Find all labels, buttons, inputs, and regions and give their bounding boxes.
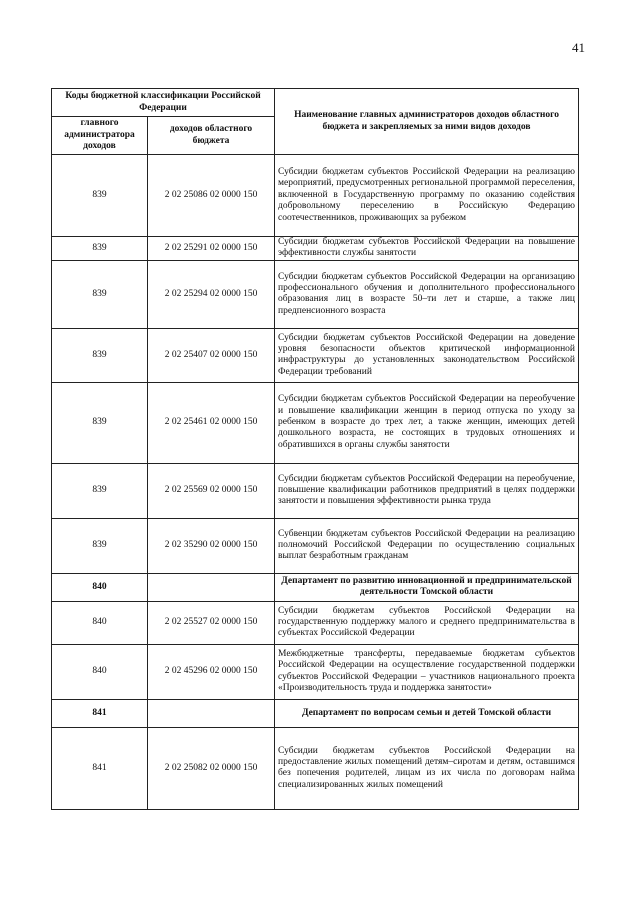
table-row <box>52 155 579 237</box>
revenue-name: Субвенции бюджетам субъектов Российской Федерации на реализацию полномочий Российской Федерации по осуществлению социальных выплат безработным гражданам <box>275 518 579 573</box>
revenue-code: 2 02 35290 02 0000 150 <box>148 518 275 573</box>
revenue-name: Межбюджетные трансферты, передаваемые бюджетам субъектов Российской Федерации на осуществление государственной поддержки субъектов Российской Федерации – участников национального проекта «Производительность труда и поддержка занятости» <box>275 644 579 699</box>
revenue-code-empty <box>148 573 275 601</box>
revenue-name: Субсидии бюджетам субъектов Российской Федерации на государственную поддержку малого и среднего предпринимательства в субъектах Российской Федерации <box>275 601 579 644</box>
page-number: 41 <box>572 40 585 55</box>
revenue-code: 2 02 25407 02 0000 150 <box>148 328 275 382</box>
department-row <box>52 573 579 601</box>
table-row <box>52 382 579 463</box>
department-name: Департамент по развитию инновационной и предпринимательской деятельности Томской области <box>275 573 579 601</box>
revenue-code: 2 02 25086 02 0000 150 <box>148 155 275 237</box>
revenue-name: Субсидии бюджетам субъектов Российской Федерации на предоставление жилых помещений детям–сиротам и детям, оставшимся без попечения родителей, лицам из их числа по договорам найма специализированных жилых помещений <box>275 727 579 809</box>
header-name: Наименование главных администраторов доходов областного бюджета и закрепляемых за ними видов доходов <box>275 89 579 155</box>
department-name: Департамент по вопросам семьи и детей Томской области <box>275 699 579 727</box>
revenue-code: 2 02 25082 02 0000 150 <box>148 727 275 809</box>
table-row <box>52 601 579 644</box>
admin-code: 839 <box>52 260 148 328</box>
revenue-name: Субсидии бюджетам субъектов Российской Федерации на переобучение и повышение квалификации женщин в период отпуска по уходу за ребенком в возрасте до трех лет, а также женщин, имеющих детей дошкольного возраста, не состоящих в трудовых отношениях и обратившихся в органы службы занятости <box>275 382 579 463</box>
table-row <box>52 518 579 573</box>
admin-code: 839 <box>52 518 148 573</box>
admin-code: 840 <box>52 573 148 601</box>
revenue-name: Субсидии бюджетам субъектов Российской Федерации на организацию профессионального обучения и дополнительного профессионального образования лиц в возрасте 50–ти лет и старше, а также лиц предпенсионного возраста <box>275 260 579 328</box>
table-row <box>52 463 579 518</box>
revenue-code: 2 02 25527 02 0000 150 <box>148 601 275 644</box>
header-admin: главного администратора доходов <box>52 117 148 155</box>
admin-code: 841 <box>52 727 148 809</box>
revenue-name: Субсидии бюджетам субъектов Российской Федерации на реализацию мероприятий, предусмотренных региональной программой переселения, включенной в Государственную программу по оказанию содействия добровольному переселению в Российскую Федерацию соотечественников, проживающих за рубежом <box>275 155 579 237</box>
table-row <box>52 260 579 328</box>
admin-code: 840 <box>52 601 148 644</box>
revenue-code: 2 02 25461 02 0000 150 <box>148 382 275 463</box>
admin-code: 839 <box>52 237 148 261</box>
admin-code: 839 <box>52 328 148 382</box>
revenue-code: 2 02 45296 02 0000 150 <box>148 644 275 699</box>
header-codes: Коды бюджетной классификации Российской Федерации <box>52 89 275 117</box>
revenue-code: 2 02 25569 02 0000 150 <box>148 463 275 518</box>
budget-classification-table <box>51 88 579 810</box>
table-row <box>52 644 579 699</box>
admin-code: 839 <box>52 382 148 463</box>
admin-code: 839 <box>52 155 148 237</box>
admin-code: 839 <box>52 463 148 518</box>
revenue-code: 2 02 25294 02 0000 150 <box>148 260 275 328</box>
table-row <box>52 237 579 261</box>
department-row <box>52 699 579 727</box>
table-row <box>52 328 579 382</box>
revenue-name: Субсидии бюджетам субъектов Российской Федерации на переобучение, повышение квалификации работников предприятий в целях поддержки занятости и повышения эффективности рынка труда <box>275 463 579 518</box>
revenue-code-empty <box>148 699 275 727</box>
revenue-code: 2 02 25291 02 0000 150 <box>148 237 275 261</box>
table-row <box>52 727 579 809</box>
header-revenue: доходов областного бюджета <box>148 117 275 155</box>
revenue-name: Субсидии бюджетам субъектов Российской Федерации на повышение эффективности службы занятости <box>275 237 579 261</box>
admin-code: 840 <box>52 644 148 699</box>
admin-code: 841 <box>52 699 148 727</box>
revenue-name: Субсидии бюджетам субъектов Российской Федерации на доведение уровня безопасности объектов критической информационной инфраструктуры до установленных законодательством Российской Федерации требований <box>275 328 579 382</box>
